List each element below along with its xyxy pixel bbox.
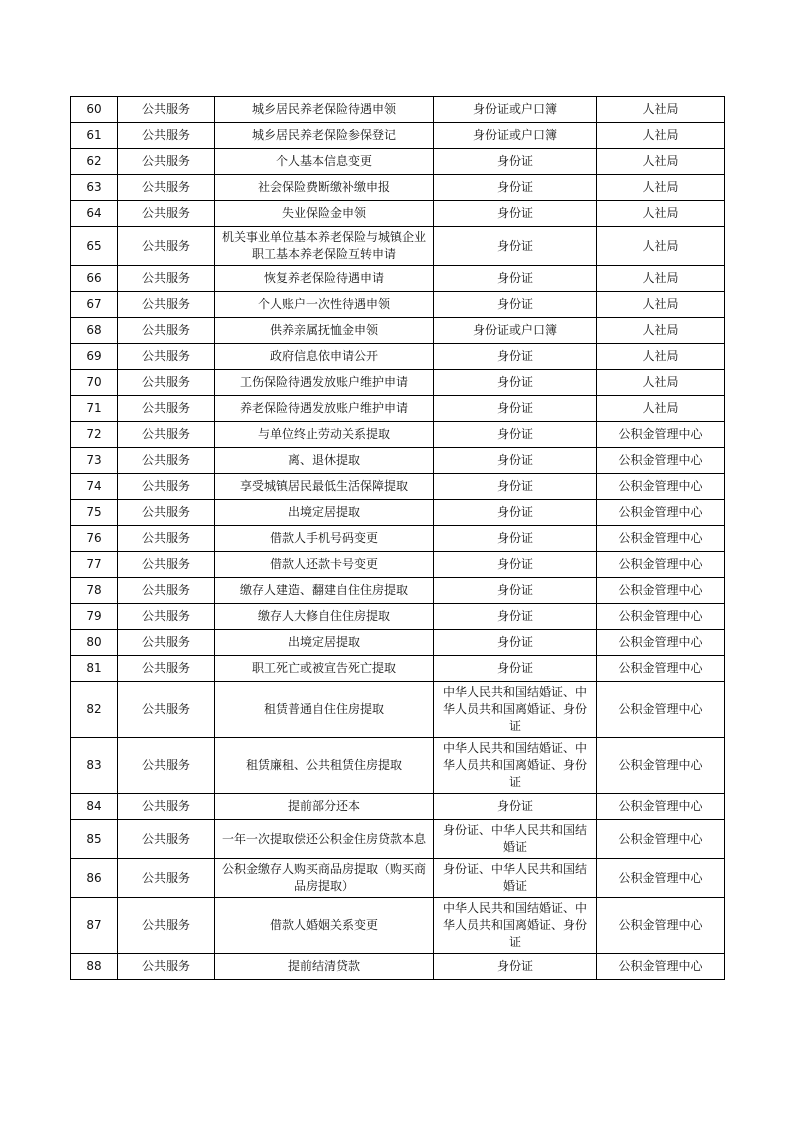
row-number: 82 [71, 682, 118, 738]
table-row [71, 604, 725, 630]
row-item-name: 借款人婚姻关系变更 [215, 898, 434, 954]
row-category: 公共服务 [118, 820, 215, 859]
row-department: 人社局 [597, 175, 725, 201]
table-row [71, 859, 725, 898]
table-row [71, 500, 725, 526]
row-category: 公共服务 [118, 123, 215, 149]
row-required-documents: 中华人民共和国结婚证、中华人员共和国离婚证、身份证 [434, 682, 597, 738]
row-number: 67 [71, 292, 118, 318]
row-category: 公共服务 [118, 149, 215, 175]
row-category: 公共服务 [118, 859, 215, 898]
row-item-name: 城乡居民养老保险参保登记 [215, 123, 434, 149]
row-number: 88 [71, 954, 118, 980]
row-required-documents: 身份证 [434, 175, 597, 201]
table-row [71, 370, 725, 396]
row-category: 公共服务 [118, 474, 215, 500]
row-required-documents: 身份证 [434, 630, 597, 656]
row-number: 87 [71, 898, 118, 954]
table-row [71, 318, 725, 344]
table-row [71, 149, 725, 175]
row-category: 公共服务 [118, 526, 215, 552]
row-category: 公共服务 [118, 97, 215, 123]
row-category: 公共服务 [118, 201, 215, 227]
row-number: 83 [71, 738, 118, 794]
row-department: 人社局 [597, 396, 725, 422]
row-department: 公积金管理中心 [597, 552, 725, 578]
row-required-documents: 身份证、中华人民共和国结婚证 [434, 820, 597, 859]
row-required-documents: 身份证或户口簿 [434, 97, 597, 123]
row-number: 70 [71, 370, 118, 396]
row-number: 60 [71, 97, 118, 123]
table-row [71, 201, 725, 227]
row-number: 73 [71, 448, 118, 474]
row-category: 公共服务 [118, 370, 215, 396]
row-category: 公共服务 [118, 578, 215, 604]
row-required-documents: 身份证 [434, 292, 597, 318]
table-row [71, 794, 725, 820]
row-item-name: 供养亲属抚恤金申领 [215, 318, 434, 344]
table-row [71, 820, 725, 859]
row-department: 公积金管理中心 [597, 656, 725, 682]
row-department: 公积金管理中心 [597, 738, 725, 794]
row-number: 74 [71, 474, 118, 500]
table-row [71, 396, 725, 422]
row-department: 公积金管理中心 [597, 630, 725, 656]
row-required-documents: 身份证 [434, 552, 597, 578]
row-category: 公共服务 [118, 396, 215, 422]
row-category: 公共服务 [118, 500, 215, 526]
row-number: 81 [71, 656, 118, 682]
table-body [71, 97, 725, 980]
row-department: 人社局 [597, 201, 725, 227]
row-number: 85 [71, 820, 118, 859]
table-row [71, 97, 725, 123]
row-category: 公共服务 [118, 738, 215, 794]
row-category: 公共服务 [118, 266, 215, 292]
row-item-name: 与单位终止劳动关系提取 [215, 422, 434, 448]
table-row [71, 898, 725, 954]
row-item-name: 出境定居提取 [215, 500, 434, 526]
row-number: 63 [71, 175, 118, 201]
row-number: 69 [71, 344, 118, 370]
row-department: 公积金管理中心 [597, 820, 725, 859]
row-required-documents: 中华人民共和国结婚证、中华人员共和国离婚证、身份证 [434, 738, 597, 794]
table-row [71, 448, 725, 474]
row-number: 86 [71, 859, 118, 898]
row-number: 68 [71, 318, 118, 344]
row-number: 62 [71, 149, 118, 175]
row-number: 71 [71, 396, 118, 422]
row-department: 公积金管理中心 [597, 898, 725, 954]
row-item-name: 一年一次提取偿还公积金住房贷款本息 [215, 820, 434, 859]
row-number: 61 [71, 123, 118, 149]
table-row [71, 738, 725, 794]
row-department: 人社局 [597, 292, 725, 318]
row-item-name: 借款人还款卡号变更 [215, 552, 434, 578]
row-department: 人社局 [597, 370, 725, 396]
row-required-documents: 身份证 [434, 954, 597, 980]
row-department: 人社局 [597, 227, 725, 266]
table-row [71, 954, 725, 980]
row-item-name: 社会保险费断缴补缴申报 [215, 175, 434, 201]
table-row [71, 344, 725, 370]
table-row [71, 578, 725, 604]
row-item-name: 提前部分还本 [215, 794, 434, 820]
row-item-name: 机关事业单位基本养老保险与城镇企业职工基本养老保险互转申请 [215, 227, 434, 266]
row-category: 公共服务 [118, 344, 215, 370]
row-number: 66 [71, 266, 118, 292]
row-item-name: 个人基本信息变更 [215, 149, 434, 175]
row-required-documents: 身份证 [434, 500, 597, 526]
row-category: 公共服务 [118, 227, 215, 266]
row-item-name: 城乡居民养老保险待遇申领 [215, 97, 434, 123]
table-row [71, 474, 725, 500]
row-department: 公积金管理中心 [597, 448, 725, 474]
row-item-name: 恢复养老保险待遇申请 [215, 266, 434, 292]
row-item-name: 借款人手机号码变更 [215, 526, 434, 552]
row-category: 公共服务 [118, 552, 215, 578]
row-category: 公共服务 [118, 422, 215, 448]
table-row [71, 227, 725, 266]
row-department: 公积金管理中心 [597, 682, 725, 738]
row-required-documents: 身份证 [434, 227, 597, 266]
row-item-name: 提前结清贷款 [215, 954, 434, 980]
row-item-name: 缴存人大修自住住房提取 [215, 604, 434, 630]
row-number: 78 [71, 578, 118, 604]
row-item-name: 缴存人建造、翻建自住住房提取 [215, 578, 434, 604]
row-required-documents: 身份证 [434, 201, 597, 227]
row-number: 77 [71, 552, 118, 578]
row-category: 公共服务 [118, 630, 215, 656]
row-item-name: 租赁普通自住住房提取 [215, 682, 434, 738]
row-department: 人社局 [597, 266, 725, 292]
row-department: 人社局 [597, 344, 725, 370]
row-department: 公积金管理中心 [597, 422, 725, 448]
row-item-name: 养老保险待遇发放账户维护申请 [215, 396, 434, 422]
row-required-documents: 身份证 [434, 578, 597, 604]
row-department: 人社局 [597, 149, 725, 175]
row-department: 人社局 [597, 123, 725, 149]
row-item-name: 租赁廉租、公共租赁住房提取 [215, 738, 434, 794]
row-category: 公共服务 [118, 292, 215, 318]
row-required-documents: 身份证 [434, 604, 597, 630]
service-table [70, 96, 725, 980]
row-number: 64 [71, 201, 118, 227]
row-required-documents: 身份证或户口簿 [434, 123, 597, 149]
row-item-name: 享受城镇居民最低生活保障提取 [215, 474, 434, 500]
table-row [71, 682, 725, 738]
row-category: 公共服务 [118, 604, 215, 630]
row-required-documents: 身份证 [434, 448, 597, 474]
table-row [71, 630, 725, 656]
row-item-name: 出境定居提取 [215, 630, 434, 656]
row-department: 公积金管理中心 [597, 578, 725, 604]
row-number: 65 [71, 227, 118, 266]
row-required-documents: 身份证 [434, 344, 597, 370]
row-required-documents: 中华人民共和国结婚证、中华人员共和国离婚证、身份证 [434, 898, 597, 954]
row-required-documents: 身份证 [434, 794, 597, 820]
row-number: 84 [71, 794, 118, 820]
row-required-documents: 身份证、中华人民共和国结婚证 [434, 859, 597, 898]
row-required-documents: 身份证 [434, 656, 597, 682]
row-required-documents: 身份证 [434, 422, 597, 448]
table-row [71, 175, 725, 201]
row-category: 公共服务 [118, 175, 215, 201]
table-row [71, 656, 725, 682]
row-department: 公积金管理中心 [597, 474, 725, 500]
row-item-name: 公积金缴存人购买商品房提取（购买商品房提取） [215, 859, 434, 898]
row-required-documents: 身份证 [434, 474, 597, 500]
row-category: 公共服务 [118, 898, 215, 954]
table-row [71, 552, 725, 578]
table-row [71, 526, 725, 552]
row-department: 公积金管理中心 [597, 794, 725, 820]
row-number: 80 [71, 630, 118, 656]
row-department: 人社局 [597, 318, 725, 344]
table-row [71, 123, 725, 149]
row-number: 72 [71, 422, 118, 448]
row-department: 公积金管理中心 [597, 526, 725, 552]
row-number: 76 [71, 526, 118, 552]
row-item-name: 政府信息依申请公开 [215, 344, 434, 370]
row-category: 公共服务 [118, 318, 215, 344]
row-required-documents: 身份证 [434, 396, 597, 422]
row-department: 公积金管理中心 [597, 604, 725, 630]
row-number: 75 [71, 500, 118, 526]
row-item-name: 失业保险金申领 [215, 201, 434, 227]
row-department: 公积金管理中心 [597, 954, 725, 980]
row-required-documents: 身份证 [434, 370, 597, 396]
row-department: 公积金管理中心 [597, 859, 725, 898]
row-item-name: 职工死亡或被宣告死亡提取 [215, 656, 434, 682]
row-required-documents: 身份证 [434, 266, 597, 292]
row-category: 公共服务 [118, 656, 215, 682]
row-item-name: 工伤保险待遇发放账户维护申请 [215, 370, 434, 396]
row-category: 公共服务 [118, 682, 215, 738]
row-category: 公共服务 [118, 448, 215, 474]
row-required-documents: 身份证 [434, 149, 597, 175]
row-required-documents: 身份证或户口簿 [434, 318, 597, 344]
document-page [70, 96, 724, 980]
table-row [71, 266, 725, 292]
row-item-name: 离、退休提取 [215, 448, 434, 474]
row-item-name: 个人账户一次性待遇申领 [215, 292, 434, 318]
row-number: 79 [71, 604, 118, 630]
table-row [71, 292, 725, 318]
row-department: 人社局 [597, 97, 725, 123]
table-row [71, 422, 725, 448]
row-category: 公共服务 [118, 794, 215, 820]
row-department: 公积金管理中心 [597, 500, 725, 526]
row-required-documents: 身份证 [434, 526, 597, 552]
row-category: 公共服务 [118, 954, 215, 980]
